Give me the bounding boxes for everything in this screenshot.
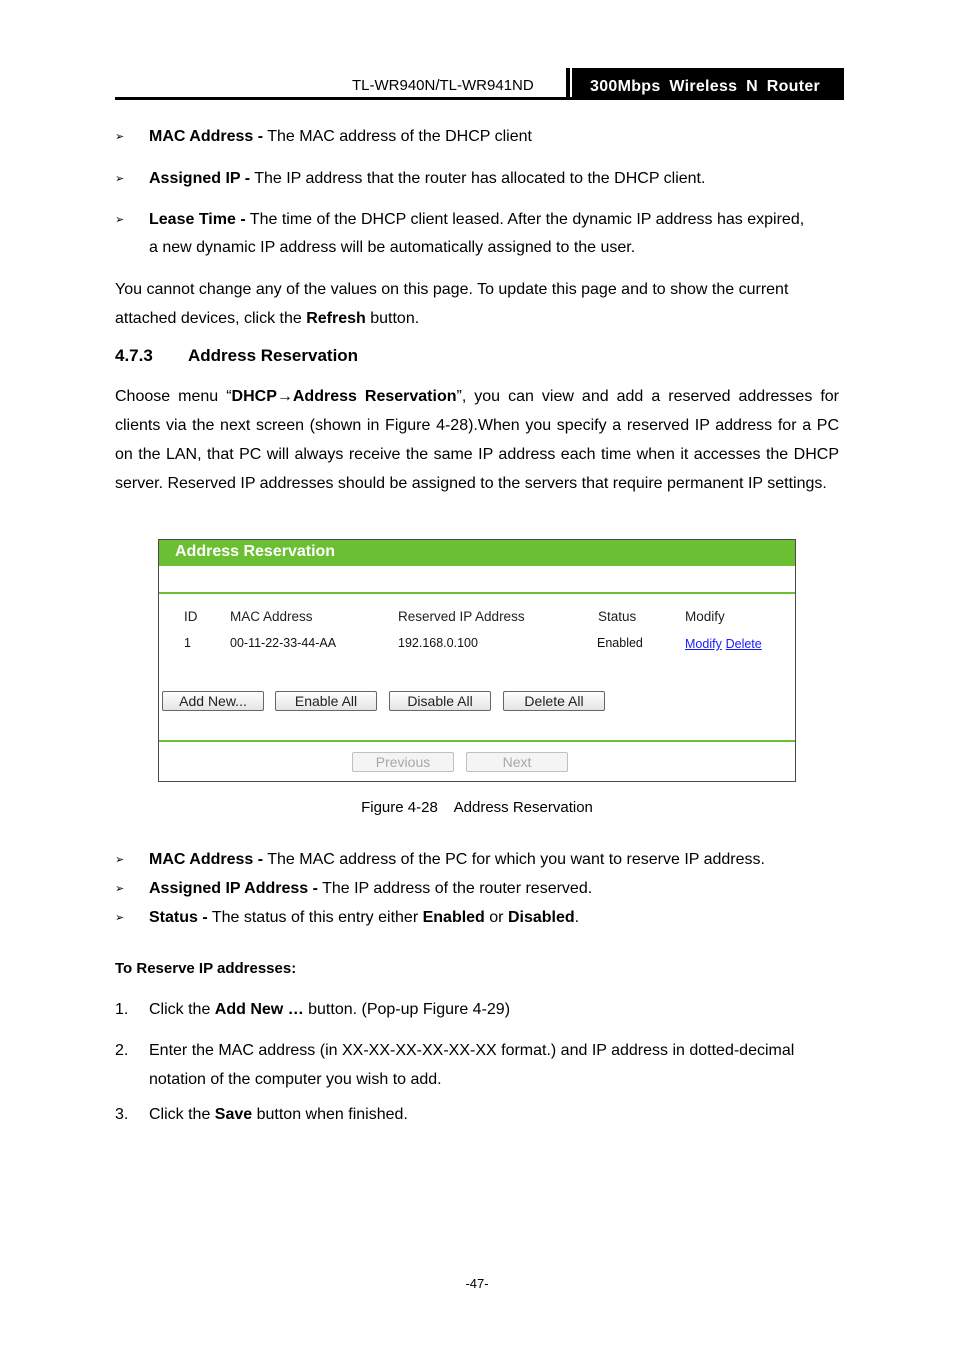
column-header-status: Status — [598, 609, 637, 624]
bullet-text-continued: a new dynamic IP address will be automatically assigned to the user. — [149, 239, 636, 256]
menu-path: DHCP→Address Reservation — [231, 388, 457, 405]
delete-all-button[interactable]: Delete All — [503, 691, 605, 711]
panel-divider — [159, 592, 795, 594]
row-ip: 192.168.0.100 — [398, 636, 478, 650]
step-number: 3. — [115, 1106, 129, 1123]
steps-heading: To Reserve IP addresses: — [115, 960, 297, 977]
add-new-button[interactable]: Add New... — [162, 691, 264, 711]
section-number: 4.7.3 — [115, 346, 153, 365]
row-id: 1 — [184, 636, 191, 650]
row-actions — [685, 636, 762, 651]
previous-button[interactable]: Previous — [352, 752, 454, 772]
column-header-modify: Modify — [685, 609, 725, 624]
refresh-term: Refresh — [306, 310, 366, 327]
bullet-arrow-icon: ➢ — [115, 854, 125, 866]
bullet-term: Assigned IP - — [149, 170, 251, 187]
enable-all-button[interactable]: Enable All — [275, 691, 377, 711]
disable-all-button[interactable]: Disable All — [389, 691, 491, 711]
page-number: -47- — [465, 1276, 489, 1291]
panel-title: Address Reservation — [159, 540, 795, 566]
bullet-term: MAC Address - — [149, 128, 264, 145]
bullet-arrow-icon: ➢ — [115, 173, 125, 185]
bullet-term: Status - — [149, 909, 208, 926]
bullet-term: Lease Time - — [149, 211, 246, 228]
figure-caption: Figure 4-28 Address Reservation — [361, 799, 593, 816]
bullet-arrow-icon: ➢ — [115, 214, 125, 226]
header-model: TL-WR940N/TL-WR941ND — [352, 77, 534, 94]
row-mac: 00-11-22-33-44-AA — [230, 636, 337, 650]
next-button[interactable]: Next — [466, 752, 568, 772]
bullet-text: The MAC address of the DHCP client — [263, 128, 532, 145]
column-header-mac: MAC Address — [230, 609, 313, 624]
step-number: 2. — [115, 1042, 129, 1059]
add-new-term: Add New … — [214, 1001, 304, 1018]
address-reservation-panel — [158, 539, 796, 782]
bullet-text: The MAC address of the PC for which you want to reserve IP address. — [263, 851, 765, 868]
bullet-arrow-icon: ➢ — [115, 131, 125, 143]
note-line-1: You cannot change any of the values on this page. To update this page and to show the current — [115, 281, 789, 298]
bullet-term: Assigned IP Address - — [149, 880, 318, 897]
step-number: 1. — [115, 1001, 129, 1018]
header-product-badge: 300Mbps Wireless N Router — [566, 68, 844, 99]
bullet-text: The IP address that the router has allocated to the DHCP client. — [250, 170, 706, 187]
bullet-arrow-icon: ➢ — [115, 883, 125, 895]
column-header-ip: Reserved IP Address — [398, 609, 525, 624]
bullet-arrow-icon: ➢ — [115, 912, 125, 924]
delete-link[interactable]: Delete — [725, 637, 762, 651]
row-status: Enabled — [597, 636, 643, 650]
save-term: Save — [214, 1106, 253, 1123]
modify-link[interactable]: Modify — [685, 637, 722, 651]
note-line-2: attached devices, click the Refresh button. — [115, 310, 420, 327]
bullet-text: The time of the DHCP client leased. After the dynamic IP address has expired, — [245, 211, 805, 228]
section-title: Address Reservation — [188, 346, 359, 365]
bullet-text: The IP address of the router reserved. — [317, 880, 593, 897]
panel-divider — [159, 740, 795, 742]
intro-paragraph: Choose menu “DHCP→Address Reservation”, you can view and add a reserved addresses for clients via the next screen (shown in Figure 4-28).When you specify a reserved IP address for a PC on the LAN, that PC will always receive the same IP address each time when it accesses the DHCP server. Reserved IP addresses should be assigned to the servers that require permanent IP settings. — [115, 388, 840, 492]
header-divider — [570, 68, 572, 99]
header-rule — [115, 97, 844, 100]
bullet-term: MAC Address - — [149, 851, 264, 868]
column-header-id: ID — [184, 609, 198, 624]
